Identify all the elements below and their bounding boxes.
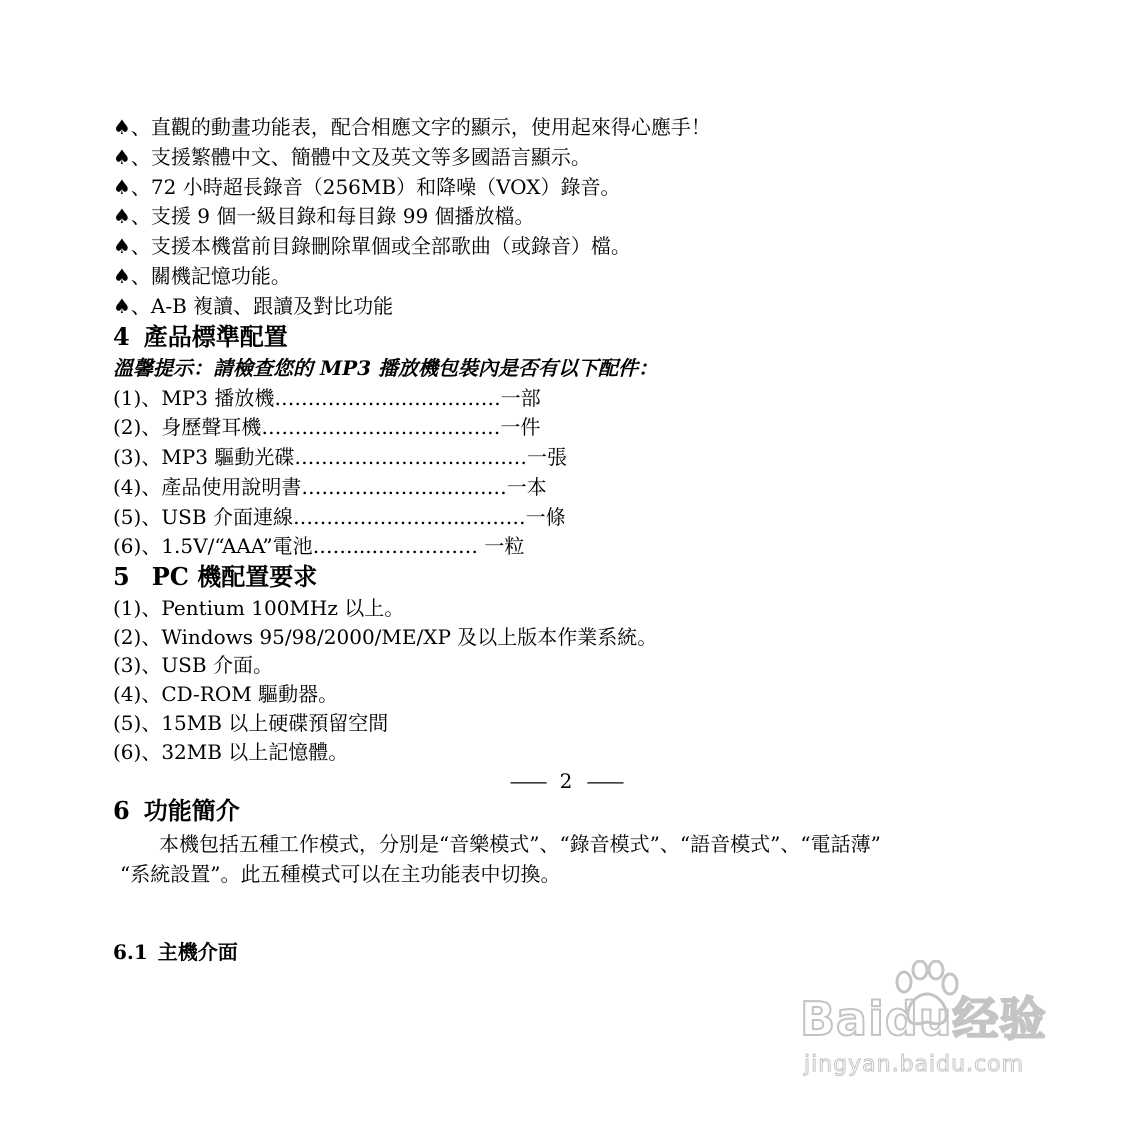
watermark-url: jingyan.baidu.com <box>804 1052 1025 1077</box>
requirement-item: (6)、32MB 以上記憶體。 <box>113 740 349 764</box>
footer-dash: —— <box>586 769 623 793</box>
baidu-jingyan-watermark <box>800 960 1070 1090</box>
package-item: (4)、產品使用說明書…………..……..………一本 <box>113 475 547 499</box>
page-number-footer <box>0 769 1132 793</box>
section-number: 6.1 <box>113 940 148 964</box>
section-number: 6 <box>113 796 130 825</box>
requirement-item: (5)、15MB 以上硬碟預留空間 <box>113 711 389 735</box>
section-title: 主機介面 <box>157 940 238 964</box>
package-item: (6)、1.5V/“AAA”電池……....…………… 一粒 <box>113 534 525 558</box>
requirement-item: (4)、CD-ROM 驅動器。 <box>113 682 339 706</box>
package-item: (1)、MP3 播放機……………….……………一部 <box>113 386 541 410</box>
reminder-note: 溫馨提示：請檢查您的 MP3 播放機包裝內是否有以下配件： <box>113 356 659 380</box>
feature-item: ♠、支援繁體中文、簡體中文及英文等多國語言顯示。 <box>113 145 591 169</box>
section-4-heading <box>113 323 288 351</box>
requirement-item: (2)、Windows 95/98/2000/ME/XP 及以上版本作業系統。 <box>113 625 658 649</box>
section-number: 5 <box>113 562 130 591</box>
section-6-1-heading <box>113 940 238 964</box>
feature-item: ♠、A-B 複讀、跟讀及對比功能 <box>113 294 394 318</box>
section-title: PC 機配置要求 <box>151 562 318 591</box>
package-item: (2)、身歷聲耳機………………..…….………一件 <box>113 415 541 439</box>
requirement-item: (1)、Pentium 100MHz 以上。 <box>113 596 405 620</box>
feature-item: ♠、支援 9 個一級目錄和每目錄 99 個播放檔。 <box>113 204 535 228</box>
feature-item: ♠、直觀的動畫功能表，配合相應文字的顯示，使用起來得心應手！ <box>113 115 711 139</box>
requirement-item: (3)、USB 介面。 <box>113 653 273 677</box>
page-number: 2 <box>559 769 573 793</box>
feature-item: ♠、72 小時超長錄音（256MB）和降噪（VOX）錄音。 <box>113 175 621 199</box>
section-title: 產品標準配置 <box>143 322 288 351</box>
footer-dash: —— <box>509 769 546 793</box>
feature-item: ♠、支援本機當前目錄刪除單個或全部歌曲（或錄音）檔。 <box>113 234 631 258</box>
section-6-heading <box>113 797 240 825</box>
section-6-paragraph-line: 本機包括五種工作模式，分別是“音樂模式”、“錄音模式”、“語音模式”、“電話薄” <box>159 832 881 856</box>
section-number: 4 <box>113 322 130 351</box>
package-item: (5)、USB 介面連線……………………..………一條 <box>113 505 566 529</box>
section-5-heading <box>113 563 317 591</box>
feature-item: ♠、關機記憶功能。 <box>113 264 291 288</box>
package-item: (3)、MP3 驅動光碟……………………..………一張 <box>113 445 568 469</box>
section-title: 功能簡介 <box>143 796 240 825</box>
section-6-paragraph-line: “系統設置”。此五種模式可以在主功能表中切換。 <box>120 862 561 886</box>
watermark-brand: Baidu经验 <box>800 992 1047 1046</box>
